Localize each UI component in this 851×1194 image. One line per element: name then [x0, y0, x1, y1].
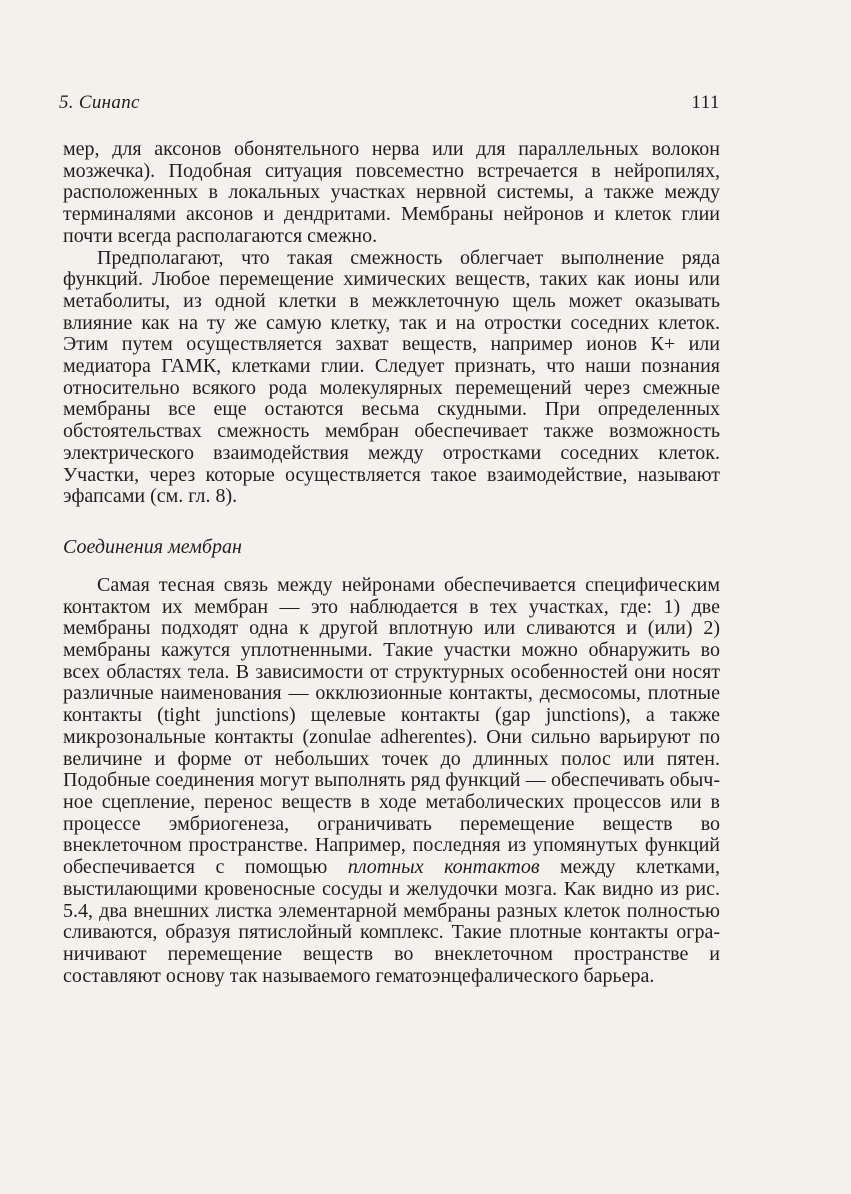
section-heading: Соединения мембран [63, 535, 242, 558]
paragraph-3-emphasis: плотных контактов [347, 856, 540, 879]
paragraph-2: Предполагают, что такая смежность облегчает выполнение ряда функций. Любое перемещение химических веществ, таких как ионы или метаболиты, из одной клетки в межклеточную щель может оказывать влияние как на ту же самую клетку, так и на отростки соседних клеток. Этим путем осуществляется захват веществ, например ионов К+ или медиатора ГАМК, клетками глии. Следует признать, что наши познания относительно всякого рода молекулярных перемещений через смежные мембраны все еще остаются весьма скудными. При определенных обстоятельствах смежность мембран обеспечивает также возможность электрического взаимодействия между отростками соседних клеток. Участки, через которые осуществляется такое взаимодействие, называют эфапсами (см. гл. 8). [63, 246, 720, 508]
paragraph-1: мер, для аксонов обонятельного нерва или для параллельных волокон мозжечка). Подобная ситуация повсеместно встречается в нейропилях, расположенных в локальных участках нервной системы, а также между терминалями аксонов и дендритами. Мембраны нейронов и клеток глии почти всегда располагаются смежно. [63, 138, 720, 247]
running-head [59, 92, 720, 120]
book-page [59, 0, 720, 1194]
body-text [63, 139, 720, 987]
running-title: 5. Синапс [59, 92, 140, 113]
paragraph-3 [63, 575, 720, 987]
paragraph-3-text-end: между клетками, выстилающими кровеносные сосуды и желудочки мозга. Как видно из рис. 5.4, два внешних листка элементарной мембраны разных клеток полностью сливаются, образуя пятислойный комплекс. Такие плотные контакты ограничивают перемещение веществ во внеклеточном пространстве и составляют основу так называемого гематоэнцефалического барьера. [63, 856, 720, 987]
page-number: 111 [691, 92, 720, 113]
paragraph-3-text-start: Самая тесная связь между нейронами обеспечивается специфическим контактом их мембран — это наблюдается в тех участках, где: 1) две мембраны подходят одна к другой вплотную или сливаются и (или) 2) мембраны кажутся уплотненными. Такие участки можно обнаружить во всех областях тела. В зависимости от структурных особенностей они носят различные наименования — окклюзионные контакты, десмосомы, плотные контакты (tight junctions) щелевые контакты (gap junctions), а также микрозональные контакты (zonulae adherentes). Они сильно варьируют по величине и форме от небольших точек до длинных полос или пятен. Подобные соединения могут выполнять ряд функций — обеспечивать обычное сцепление, перенос веществ в ходе метаболических процессов или в процессе эмбриогенеза, ограничивать перемещение веществ во внеклеточном пространстве. Например, последняя из упомянутых функций обеспечивается с помощью [63, 573, 720, 879]
